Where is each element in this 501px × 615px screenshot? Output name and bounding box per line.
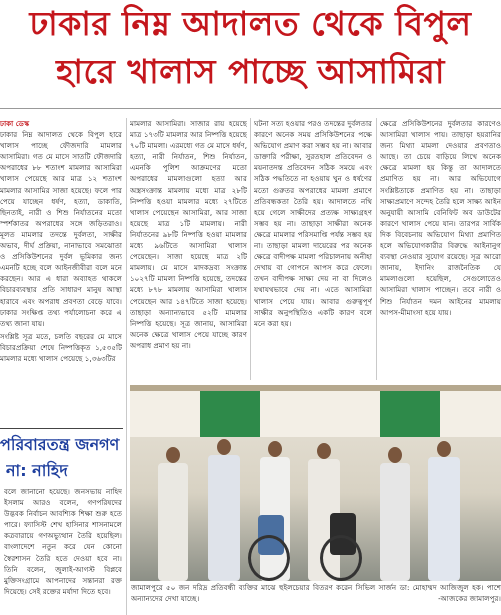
photo-banner [130,391,501,437]
photo-person-head [217,439,231,455]
photo-person-head [268,441,282,457]
news-photo [130,385,501,581]
photo-wheelchair [248,535,290,581]
photo-banner-stripe [380,391,440,437]
photo-person-head [166,447,180,463]
headline-rule [0,108,501,109]
headline-line-2: হারে খালাস পাচ্ছে আসামিরা [56,52,445,91]
column-divider [126,118,127,428]
article-col2-text: মামলার আসামিরা। সাজার রায় হয়েছে মাত্র ১৭৩টি মামলার আর নিষ্পত্তি হয়েছে ৭০টি মামলা। এরমধ্যে গত মে মাসে ধর্ষণ, হত্যা, নারী নির্যাতন, শিশু নির্যাতন, এমনকি পুলিশ আক্রমণের মতো অপরাধের মামলাগুলো হত্যা আর অস্ত্রসংক্রান্ত মামলায় মধ্যে মাত্র ২৮টি নিষ্পত্তি হওয়া মামলার মধ্যে ২৭টিতে খালাস পেয়েছেন আসামিরা, আর সাজা হয়েছে মাত্র ১টি মামলায়। নারী নির্যাতনের ৯৮টি নিষ্পত্তি হওয়া মামলার মধ্যে ৯৬টিতে আসামিরা খালাস পেয়েছেন। সাজা হয়েছে মাত্র ২টি মামলায়। মে মাসে মাদকদ্রব্য সংক্রান্ত ১০২৭টি মামলা নিষ্পত্তি হয়েছে, তদন্তের মধ্যে ৮৭৮ মামলায় আসামিরা খালাস পেয়েছেন আর ১৪৭টিতে সাজা হয়েছে। তাছাড়া অন্যান্যভাবে ৫২টি মামলার নিষ্পত্তি হয়েছে। সূত্র জানায়, আসামিরা অনেক ক্ষেত্রে খালাস পেয়ে যাচ্ছে কারণ অপরাধ প্রমাণ হয় না। [130,119,247,350]
column-divider [126,428,127,615]
article-col4-text: ক্ষেত্রে প্রসিকিউশনের দুর্বলতার কারণেও আসামিরা খালাস পায়। তাছাড়া হয়রানির জন্য মিথ্যা মামলা দেওয়ার প্রবণতাও আছে। তা চেয়ে বাড়িয়ে লিখে অনেক ক্ষেত্রে মামলা হয় কিন্তু তা আদালতে প্রমাণিত হয় না। আর অভিযোগে সংশ্লিষ্টতাকে প্রমাণিত হয় না। তাছাড়া সাক্ষ্যপ্রমাণে সন্দেহ তৈরি হলে সাক্ষ্য আইন অনুযায়ী আসামি বেনিফিট অব ডাউটের কারণে খালাস পেয়ে যান। তারপর সার্বিক দিক বিবেচনায় অভিযোগ মিথ্যা প্রমাণিত হলে অভিযোগকারীর বিরুদ্ধে আইনানুগ ব্যবস্থা নেওয়ার সুযোগ রয়েছে। সূত্র আরো জানায়, ইদানিং রাজনৈতিক যে মামলাগুলো হয়েছিল, সেগুলোতেও আসামিরা খালাস পাচ্ছেন। তবে নারী ও শিশু নির্যাতন দমন আইনের মামলায় আপস-মীমাংসা হয়ে যায়। [380,119,501,317]
column-divider [250,118,251,380]
photo-caption-text: জামালপুরে ৫০ জন দরিদ্র প্রতিবন্ধী ব্যক্তির মাঝে হুইলচেয়ার বিতরণ করেন সিভিল সার্জন ডা: মোহাম্মদ আজিজুল হক। পাশে অন্যান্যদের দেখা যাচ্ছে। [131,583,501,603]
photo-wheelchair [320,535,362,581]
photo-person [428,457,460,581]
article-column-1 [0,118,122,427]
article-col1-text: ঢাকার নিম্ন আদালত থেকে বিপুল হারে খালাস পাচ্ছে ফৌজদারি মামলার আসামিরা। গত মে মাসে সাতটি ফৌজদারি অপরাধের ৮৮ শতাংশ মামলার আসামিরা খালাস পেয়েছে আর মাত্র ১২ শতাংশ মামলার আসামির সাজা হয়েছে। ফলে পার পেয়ে যাচ্ছেন ধর্ষণ, হত্যা, ডাকাতি, ছিনতাই, নারী ও শিশু নির্যাতনের মতো স্পর্শকাতর অপরাধের সঙ্গে জড়িতরাও। মূলত মামলার তদন্তে দুর্বলতা, সাক্ষীর অভাব, দীর্ঘ প্রক্রিয়া, নানাভাবে সমঝোতা ও প্রসিকিউশনের দুর্বল ভূমিকার জন্য এমনটি হচ্ছে বলে আইনজীবীরা বলে মনে করছেন। আর এ ধারা অব্যাহত থাকলে বিচারব্যবস্থার প্রতি সাধারণ মানুষ আস্থা হারাবে এবং অপরাধ প্রবণতা বেড়ে যাবে। ঢাকার সংক্ষিপ্ত তথ্য পর্যালোচনা করে এ তথ্য জানা যায়। [0,130,122,328]
article-column-3 [254,118,372,380]
photo-person [208,455,240,581]
article-column-2 [130,118,247,380]
photo-credit: -আজকের জামালপুর। [438,593,501,603]
photo-person [380,463,410,581]
photo-banner-stripe [200,391,260,437]
photo-person-head [437,441,451,457]
article-col1-text-b: সংশ্লিষ্ট সূত্র মতে, চলতি বছরের মে মাসে বিচারপ্রক্রিয়া শেষে নিষ্পত্তিকৃত ১,৫৩৫টি মামলার মধ্যে খালাস পেয়েছে ১,৩৬৩টির [0,331,122,363]
sidebar-heading-2: না: নাহিদ [6,461,68,480]
headline-line-1: ঢাকার নিম্ন আদালত থেকে বিপুল [29,4,472,43]
headline [0,0,501,108]
photo-person-head [388,447,402,463]
sidebar-heading-1: পরিবারতন্ত্র জনগণ [0,435,120,454]
article-col3-text: ঘটনা সত্য হওয়ার পরও তদন্তের দুর্বলতার কারণে অনেক সময় প্রসিকিউশনের পক্ষে অভিযোগ প্রমাণ করা সম্ভব হয় না। আবার ডাক্তারি পরীক্ষা, সুরতহাল প্রতিবেদন ও ময়নাতদন্ত প্রতিবেদন সঠিক সময়ে এবং সঠিক পদ্ধতিতে না হওয়ায় খুন ও ধর্ষণের মতো গুরুতর অপরাধের মামলা প্রমাণে প্রতিবন্ধকতা তৈরি হয়। আদালতে নথি হয়ে গেলে সাক্ষীদের প্রত্যক্ষ সাক্ষ্যগ্রহণ সম্ভব হয় না। তাছাড়া সাক্ষীরা অনেক ক্ষেত্রে মামলার পরিসমাপ্তি পর্যন্ত সম্ভব হয় না। তাছাড়া মামলা দায়েরের পর অনেক ক্ষেত্রে বাদীপক্ষ মামলা পরিচালনায় অনীহা দেখায় বা গোপনে আপস করে ফেলে। তখন বাদীপক্ষ সাক্ষ্য দেয় না বা দিলেও যথাযথভাবে দেয় না। এতে আসামিরা খালাস পেয়ে যায়। আবার গুরুত্বপূর্ণ সাক্ষীর অনুপস্থিতিও একটি কারণ বলে মনে করা হয়। [254,119,372,328]
article-column-4 [380,118,501,380]
photo-person-head [317,443,331,459]
photo-person [158,463,188,581]
sidebar-text: বলে জানানো হয়েছে। জনসভায় নাহিদ ইসলাম আরও বলেন, গণপরিষদের উদ্ভবক নির্বাচন আবশ্যিক শিক্ষা শুরু হতে পারে। ফ্যাসিস্ট শেখ হাসিনার শাসনামলে কত্রবারায়ে গণঅভ্যুত্থান তৈরি হয়েছিল। বাংলাদেশে নতুন করে যেন কোনো স্বৈরশাসন তৈরি হতে দেওয়া হবে না। তিনি বলেন, জুলাই-আগস্ট বিপ্লবে মুক্তিসংগ্রামে আপনাদের সন্তানরা রক্ত দিয়েছে। সেই রক্তের মর্যাদা দিতে হবে। [4,487,122,596]
dateline: ঢাকা ডেস্ক [0,119,30,128]
column-divider [376,118,377,380]
sidebar-top-rule [0,428,123,429]
photo-caption [131,583,501,615]
